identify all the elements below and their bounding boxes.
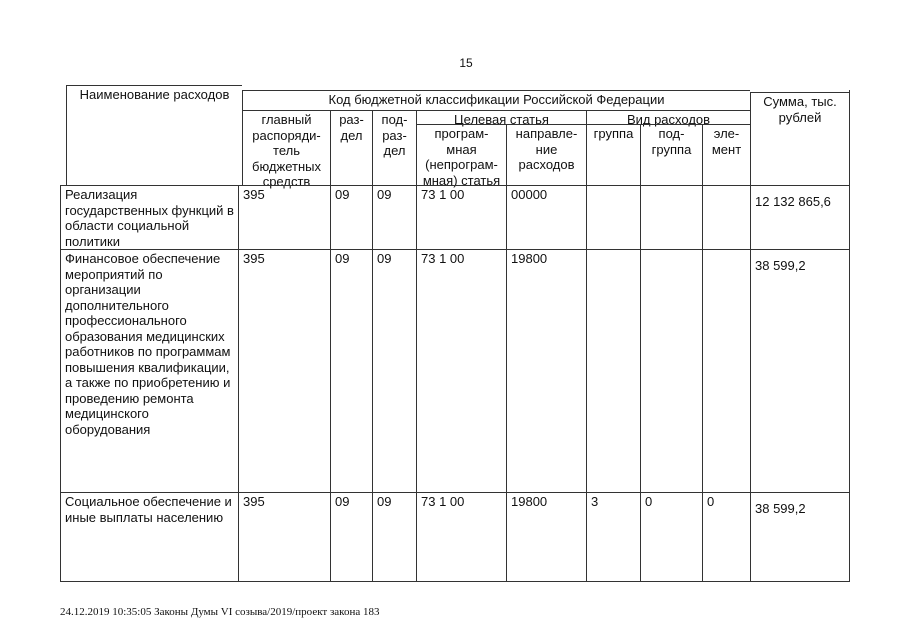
row-3-section: 09 (330, 492, 372, 581)
row-3-element: 0 (702, 492, 750, 581)
row-1-subsection: 09 (372, 185, 416, 249)
row-2-subsection: 09 (372, 249, 416, 492)
table-right-border (849, 90, 850, 582)
row-3-main-manager: 395 (238, 492, 330, 581)
header-subgroup: под-группа (640, 124, 702, 185)
row-3-amount: 38 599,2 (750, 492, 849, 581)
header-main-manager: главный распоряди-тель бюджетных средств (242, 110, 330, 185)
row-2-subgroup (640, 249, 702, 492)
row-3-name: Социальное обеспечение и иные выплаты населению (60, 492, 238, 581)
row-2-section: 09 (330, 249, 372, 492)
document-footer: 24.12.2019 10:35:05 Законы Думы VI созыва/2019/проект закона 183 (60, 606, 380, 618)
page-number: 15 (459, 56, 473, 70)
row-3-program: 73 1 00 (416, 492, 506, 581)
row-2-amount: 38 599,2 (750, 249, 849, 492)
row-2-element (702, 249, 750, 492)
header-section: раз-дел (330, 110, 372, 185)
header-target-article: Целевая статья (416, 110, 586, 124)
header-code-group: Код бюджетной классификации Российской Федерации (242, 90, 750, 110)
header-group: группа (586, 124, 640, 185)
header-direction: направле-ние расходов (506, 124, 586, 185)
row-1-amount: 12 132 865,6 (750, 185, 849, 249)
row-1-element (702, 185, 750, 249)
row-2-name: Финансовое обеспечение мероприятий по организации дополнительного профессионального образования медицинских работников по программам повышения квалификации, а также по приобретению и проведению ремонта медицинского оборудования (60, 249, 238, 492)
row-1-program: 73 1 00 (416, 185, 506, 249)
row-1-direction: 00000 (506, 185, 586, 249)
header-name: Наименование расходов (66, 85, 242, 185)
header-expense-type: Вид расходов (586, 110, 750, 124)
header-program: програм-мная (непрограм-мная) статья (416, 124, 506, 185)
row-1-name: Реализация государственных функций в области социальной политики (60, 185, 238, 249)
row-3-subsection: 09 (372, 492, 416, 581)
row-3-group: 3 (586, 492, 640, 581)
row-2-group (586, 249, 640, 492)
table-bottom-border (60, 581, 850, 582)
row-1-subgroup (640, 185, 702, 249)
row-2-program: 73 1 00 (416, 249, 506, 492)
row-3-direction: 19800 (506, 492, 586, 581)
row-2-direction: 19800 (506, 249, 586, 492)
header-subsection: под-раз-дел (372, 110, 416, 185)
header-element: эле-мент (702, 124, 750, 185)
row-1-main-manager: 395 (238, 185, 330, 249)
row-1-section: 09 (330, 185, 372, 249)
header-amount: Сумма, тыс. рублей (750, 92, 849, 185)
row-2-main-manager: 395 (238, 249, 330, 492)
row-1-group (586, 185, 640, 249)
row-3-subgroup: 0 (640, 492, 702, 581)
